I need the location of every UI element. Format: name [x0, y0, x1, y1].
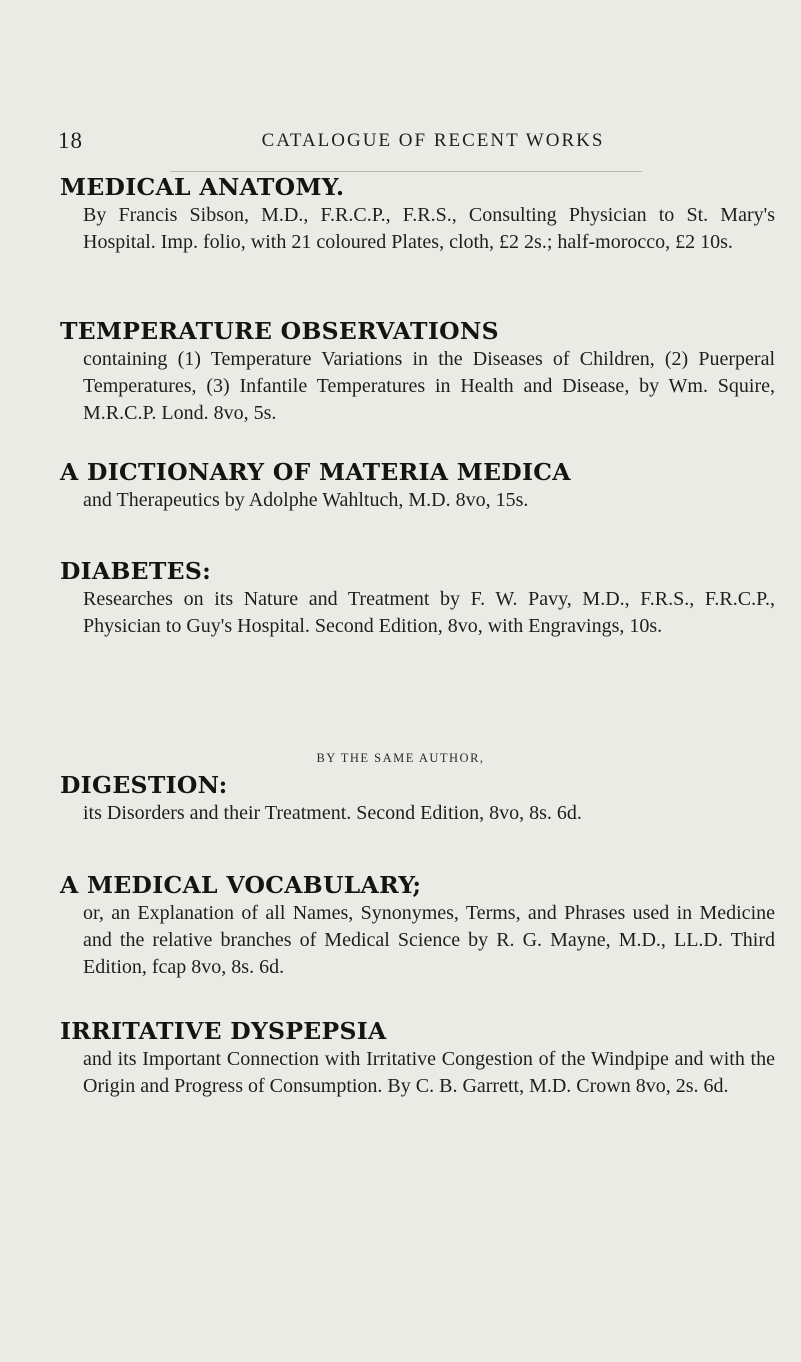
entry-dictionary-materia-medica	[60, 457, 760, 514]
entry-description: its Disorders and their Treatment. Second Edition, 8vo, 8s. 6d.	[83, 802, 582, 824]
entry-digestion	[60, 770, 760, 827]
entry-title: A DICTIONARY OF MATERIA MEDICA	[60, 458, 571, 486]
entry-medical-anatomy	[60, 172, 775, 256]
entry-irritative-dyspepsia	[60, 1016, 775, 1100]
entry-description: Researches on its Nature and Treatment by F. W. Pavy, M.D., F.R.S., F.R.C.P., Physician to Guy's Hospital. Second Edition, 8vo, with Engravings, 10s.	[83, 588, 775, 637]
entry-description: By Francis Sibson, M.D., F.R.C.P., F.R.S., Consulting Physician to St. Mary's Hospital. Imp. folio, with 21 coloured Plates, cloth, £2 2s.; half-morocco, £2 10s.	[83, 204, 775, 253]
entry-description: and Therapeutics by Adolphe Wahltuch, M.D. 8vo, 15s.	[83, 489, 529, 511]
entry-temperature-observations	[60, 316, 775, 427]
entry-medical-vocabulary	[60, 870, 775, 981]
entry-title: DIABETES:	[60, 557, 212, 585]
entry-title: TEMPERATURE OBSERVATIONS	[60, 317, 499, 345]
entry-title: MEDICAL ANATOMY.	[60, 173, 345, 201]
entry-description: or, an Explanation of all Names, Synonymes, Terms, and Phrases used in Medicine and the relative branches of Medical Science by R. G. Mayne, M.D., LL.D. Third Edition, fcap 8vo, 8s. 6d.	[83, 902, 775, 978]
entry-title: A MEDICAL VOCABULARY;	[60, 871, 422, 899]
entry-title: DIGESTION:	[60, 771, 228, 799]
page-header	[58, 128, 768, 156]
by-same-author-note: BY THE SAME AUTHOR,	[316, 751, 485, 765]
entry-description: and its Important Connection with Irritative Congestion of the Windpipe and with the Origin and Progress of Consumption. By C. B. Garrett, M.D. Crown 8vo, 2s. 6d.	[83, 1048, 775, 1097]
page-number: 18	[58, 128, 83, 153]
entry-title: IRRITATIVE DYSPEPSIA	[60, 1017, 387, 1045]
entry-description: containing (1) Temperature Variations in the Diseases of Children, (2) Puerperal Temperatures, (3) Infantile Temperatures in Health and Disease, by Wm. Squire, M.R.C.P. Lond. 8vo, 5s.	[83, 348, 775, 424]
running-title: CATALOGUE OF RECENT WORKS	[261, 130, 605, 151]
entry-diabetes	[60, 556, 775, 640]
